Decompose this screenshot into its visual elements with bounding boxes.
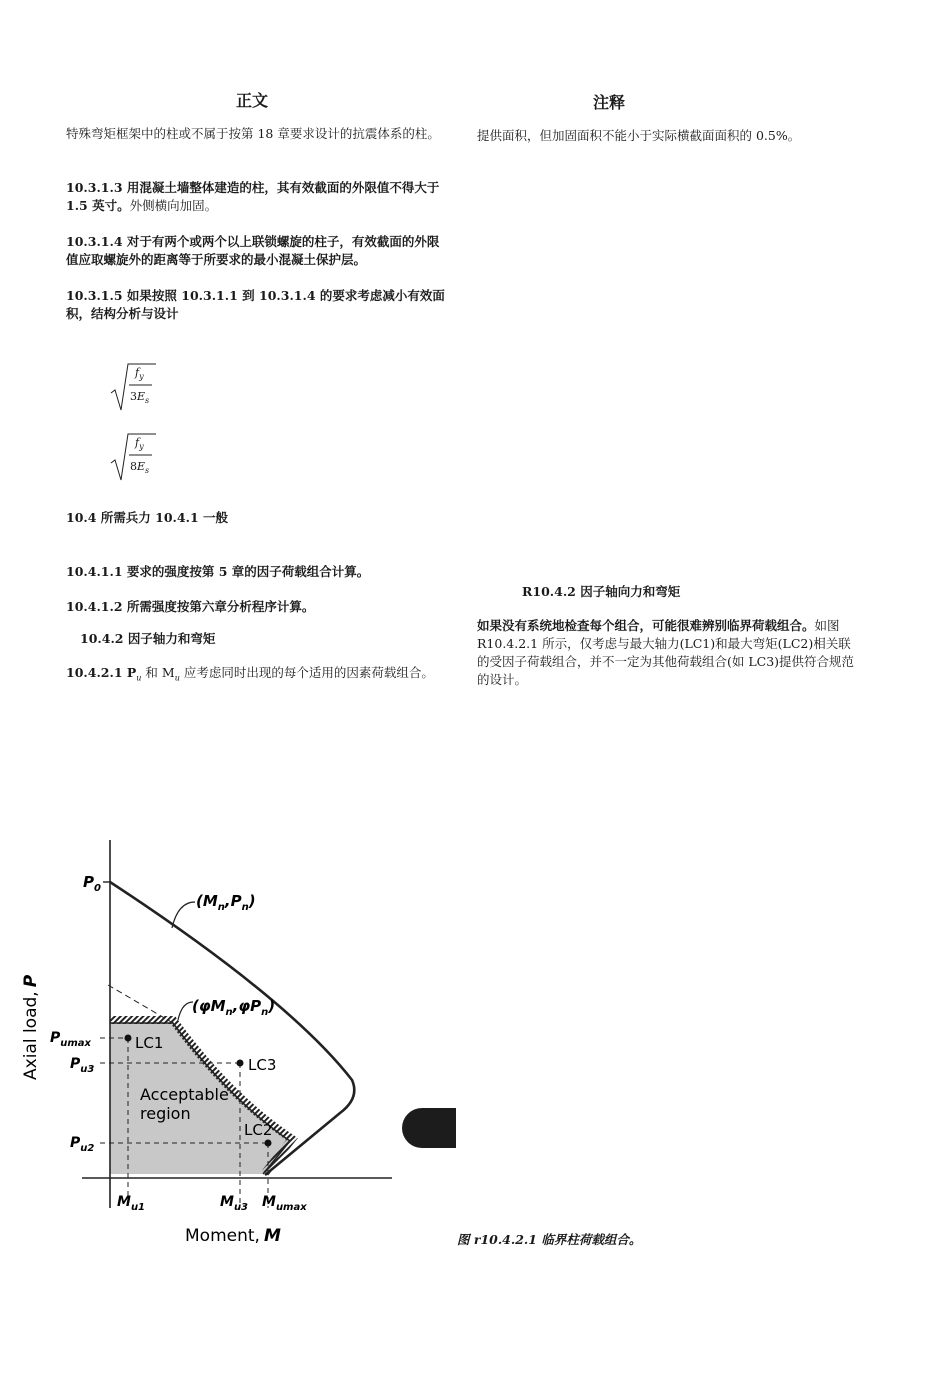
section-10-3-1-3 xyxy=(66,179,446,215)
lc1-point xyxy=(125,1035,132,1042)
section-10-4-2-1: 10.4.2.1 $P_u$ 和 $M_u$ 应考虑同时出现的每个适用的因素荷载组合。 xyxy=(66,665,434,683)
r10-4-2-paragraph: 如果没有系统地检查每个组合，可能很难辨别临界荷载组合。如图 R10.4.2.1 所示，仅考虑与最大轴力(LC1)和最大弯矩(LC2)相关联的受因子荷载组合，并不一定为其他荷载组合(如 LC3)提供符合规范的设计。 xyxy=(477,618,855,687)
right-intro-paragraph: 提供面积，但加固面积不能小于实际横截面面积的 0.5%。 xyxy=(477,128,801,143)
main-text-header: 正文 xyxy=(236,91,269,110)
lc3-point xyxy=(237,1060,244,1067)
r10-4-2-title: R10.4.2 因子轴向力和弯矩 xyxy=(522,584,681,599)
p0-label: $P_0$ xyxy=(83,873,101,894)
acceptable-region-label-line1: Acceptable xyxy=(140,1085,229,1104)
mumax-label: $M_{umax}$ xyxy=(262,1194,307,1213)
section-10-3-1-4: 10.3.1.4 对于有两个或两个以上联锁螺旋的柱子，有效截面的外限值应取螺旋外的距离等于所要求的最小混凝土保护层。 xyxy=(66,234,440,267)
pu2-label: $P_{u2}$ xyxy=(70,1135,95,1154)
left-intro-paragraph: 特殊弯矩框架中的柱或不属于按第 18 章要求设计的抗震体系的柱。 xyxy=(66,126,440,141)
formula-fy-over-3es xyxy=(108,360,158,412)
formula2-numerator: $f_y$ xyxy=(135,436,144,452)
design-curve-label: $(\varphi M_n,\varphi P_n)$ xyxy=(192,997,276,1018)
lc2-point xyxy=(265,1140,272,1147)
section-10-4-1-1: 10.4.1.1 要求的强度按第 5 章的因子荷载组合计算。 xyxy=(66,564,370,579)
section-10-3-1-3-rest: 外侧横向加固。 xyxy=(129,198,218,213)
section-10-4-1-2: 10.4.1.2 所需强度按第六章分析程序计算。 xyxy=(66,599,315,614)
section-10-3-1-3-bold: 10.3.1.3 用混凝土墙整体建造的柱，其有效截面的外限值不得大于 1.5 英寸。 xyxy=(66,180,440,213)
section-10-4-2: 10.4.2 因子轴力和弯矩 xyxy=(80,631,216,646)
notes-header: 注释 xyxy=(593,93,626,112)
mu3-label: $M_{u3}$ xyxy=(220,1194,249,1213)
pumax-label: $P_{umax}$ xyxy=(50,1030,92,1049)
x-axis-title: Moment, M xyxy=(185,1226,281,1246)
mu1-label: $M_{u1}$ xyxy=(117,1194,146,1213)
section-10-3-1-5: 10.3.1.5 如果按照 10.3.1.1 到 10.3.1.4 的要求考虑减小有效面积，结构分析与设计 xyxy=(66,288,445,321)
acceptable-region-label-line2: region xyxy=(140,1104,191,1123)
lc1-label: LC1 xyxy=(135,1034,164,1052)
formula1-denominator: $3E_s$ xyxy=(130,390,150,406)
nominal-curve-label: $(M_n,P_n)$ xyxy=(196,892,256,913)
nominal-label-leader xyxy=(172,902,195,928)
interaction-diagram xyxy=(0,830,460,1260)
design-label-leader xyxy=(178,1002,193,1020)
formula1-numerator: $f_y$ xyxy=(135,366,144,382)
pu3-label: $P_{u3}$ xyxy=(70,1056,95,1075)
y-axis-title: Axial load,P xyxy=(21,974,41,1080)
lc2-label: LC2 xyxy=(244,1121,273,1139)
figure-caption: 图 r10.4.2.1 临界柱荷载组合。 xyxy=(457,1232,642,1247)
formula2-denominator: $8E_s$ xyxy=(130,460,150,476)
lc3-label: LC3 xyxy=(248,1056,277,1074)
formula-fy-over-8es xyxy=(108,430,158,482)
section-10-4: 10.4 所需兵力 10.4.1 一般 xyxy=(66,510,228,525)
